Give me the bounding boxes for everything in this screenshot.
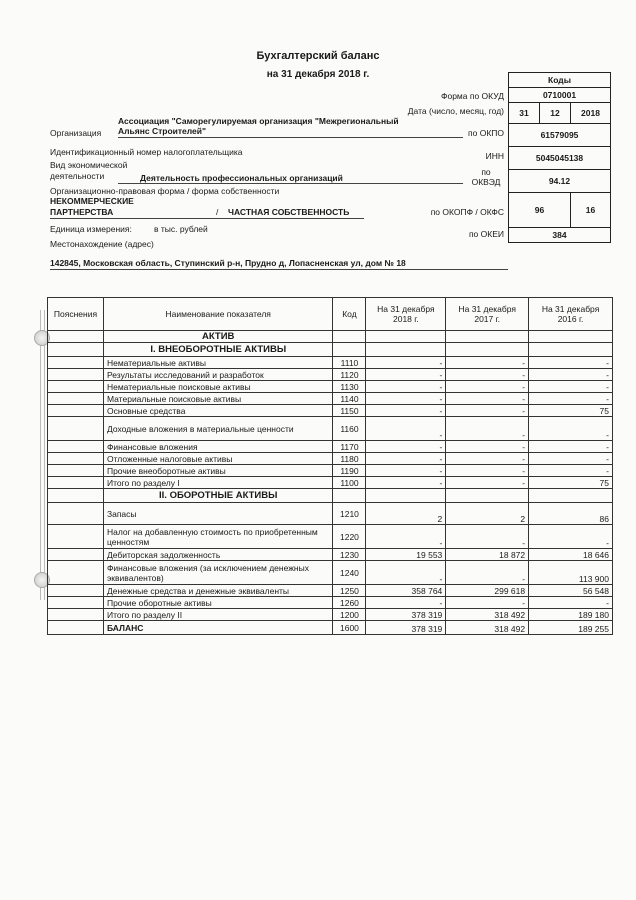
row-name: Запасы (103, 503, 333, 525)
notes-cell (48, 549, 104, 561)
col-2017-header: На 31 декабря 2017 г. (446, 298, 529, 331)
codes-table (508, 72, 611, 243)
value-2016 (529, 343, 613, 357)
table-row (48, 441, 613, 453)
okved-value: 94.12 (509, 170, 611, 193)
value-2016: - (529, 417, 613, 441)
ownership-value: ЧАСТНАЯ СОБСТВЕННОСТЬ (228, 207, 350, 217)
date-month: 12 (540, 103, 571, 124)
value-2016: 113 900 (529, 561, 613, 585)
org-name-line2: Альянс Строителей" (118, 126, 207, 136)
row-name: Финансовые вложения (за исключением денежных эквивалентов) (103, 561, 333, 585)
table-row (48, 381, 613, 393)
inn-value: 5045045138 (509, 147, 611, 170)
value-2018: 2 (366, 503, 446, 525)
date-day: 31 (509, 103, 540, 124)
table-header-row (48, 298, 613, 331)
notes-cell (48, 369, 104, 381)
value-2017 (446, 489, 529, 503)
okud-value: 0710001 (509, 88, 611, 103)
value-2017: 318 492 (446, 609, 529, 621)
legal-form-slash: / (216, 207, 219, 217)
value-2017: 318 492 (446, 621, 529, 635)
row-code: 1180 (333, 453, 366, 465)
value-2017 (446, 343, 529, 357)
value-2016: - (529, 369, 613, 381)
value-2016 (529, 489, 613, 503)
value-2017: 18 872 (446, 549, 529, 561)
row-code: 1160 (333, 417, 366, 441)
row-code: 1600 (333, 621, 366, 635)
taxid-label: Идентификационный номер налогоплательщика (50, 147, 243, 157)
value-2016: 75 (529, 405, 613, 417)
value-2017: - (446, 525, 529, 549)
table-row (48, 453, 613, 465)
row-code: 1120 (333, 369, 366, 381)
notes-cell (48, 503, 104, 525)
table-row (48, 417, 613, 441)
value-2018: - (366, 525, 446, 549)
value-2016: 18 646 (529, 549, 613, 561)
legal-form-underline (50, 218, 364, 219)
okei-label: по ОКЕИ (468, 229, 504, 239)
row-name: Нематериальные поисковые активы (103, 381, 333, 393)
date-year: 2018 (571, 103, 611, 124)
notes-cell (48, 331, 104, 343)
value-2018 (366, 489, 446, 503)
value-2018: - (366, 477, 446, 489)
okfs-value: 16 (571, 193, 611, 228)
row-name: Денежные средства и денежные эквиваленты (103, 585, 333, 597)
table-row (48, 503, 613, 525)
activity-value: Деятельность профессиональных организаций (140, 173, 343, 183)
value-2018: - (366, 393, 446, 405)
table-row (48, 465, 613, 477)
value-2018: 358 764 (366, 585, 446, 597)
notes-cell (48, 477, 104, 489)
row-code: 1190 (333, 465, 366, 477)
document-subtitle: на 31 декабря 2018 г. (266, 69, 370, 80)
binding-thread (40, 310, 41, 600)
value-2017: - (446, 405, 529, 417)
row-code: 1170 (333, 441, 366, 453)
date-label: Дата (число, месяц, год) (407, 106, 504, 116)
org-label: Организация (50, 128, 102, 138)
row-code: 1200 (333, 609, 366, 621)
row-name: Налог на добавленную стоимость по приобретенным ценностям (103, 525, 333, 549)
value-2018 (366, 331, 446, 343)
notes-cell (48, 405, 104, 417)
value-2016: 189 180 (529, 609, 613, 621)
binding-thread (44, 310, 45, 600)
org-underline (118, 137, 463, 138)
value-2016: 86 (529, 503, 613, 525)
row-name: Прочие оборотные активы (103, 597, 333, 609)
notes-cell (48, 393, 104, 405)
notes-cell (48, 357, 104, 369)
value-2017: - (446, 477, 529, 489)
value-2018: - (366, 453, 446, 465)
value-2018: - (366, 369, 446, 381)
value-2016: - (529, 453, 613, 465)
notes-cell (48, 561, 104, 585)
okud-label: Форма по ОКУД (441, 91, 504, 101)
legal-form-label: Организационно-правовая форма / форма собственности (50, 186, 280, 196)
table-row (48, 609, 613, 621)
value-2016 (529, 331, 613, 343)
section-row (48, 343, 613, 357)
table-row (48, 585, 613, 597)
value-2018: - (366, 405, 446, 417)
row-code: 1140 (333, 393, 366, 405)
value-2017: - (446, 561, 529, 585)
inn-label: ИНН (485, 151, 504, 161)
row-code: 1230 (333, 549, 366, 561)
value-2018: - (366, 417, 446, 441)
row-name: Материальные поисковые активы (103, 393, 333, 405)
value-2016: 56 548 (529, 585, 613, 597)
table-row (48, 621, 613, 635)
row-name: Доходные вложения в материальные ценности (103, 417, 333, 441)
legal-form-line1: НЕКОММЕРЧЕСКИЕ (50, 196, 134, 206)
row-code: 1110 (333, 357, 366, 369)
okei-value: 384 (509, 228, 611, 243)
row-code: 1260 (333, 597, 366, 609)
row-name: Дебиторская задолженность (103, 549, 333, 561)
table-row (48, 597, 613, 609)
value-2018: 19 553 (366, 549, 446, 561)
value-2016: - (529, 441, 613, 453)
row-code: 1100 (333, 477, 366, 489)
col-notes-header: Пояснения (48, 298, 104, 331)
assets-heading: АКТИВ (103, 331, 333, 343)
row-code: 1210 (333, 503, 366, 525)
value-2017: - (446, 441, 529, 453)
value-2017: - (446, 597, 529, 609)
value-2017 (446, 331, 529, 343)
okpo-value: 61579095 (509, 124, 611, 147)
section1-heading: I. ВНЕОБОРОТНЫЕ АКТИВЫ (103, 343, 333, 357)
okopf-value: 96 (509, 193, 571, 228)
value-2017: - (446, 369, 529, 381)
balance-table (47, 297, 613, 635)
value-2016: - (529, 357, 613, 369)
notes-cell (48, 417, 104, 441)
notes-cell (48, 453, 104, 465)
notes-cell (48, 441, 104, 453)
row-code: 1150 (333, 405, 366, 417)
document-title: Бухгалтерский баланс (256, 50, 380, 62)
value-2017: 299 618 (446, 585, 529, 597)
activity-label-2: деятельности (50, 171, 105, 181)
unit-label: Единица измерения: (50, 224, 132, 234)
notes-cell (48, 597, 104, 609)
row-name: Итого по разделу I (103, 477, 333, 489)
code-cell (333, 331, 366, 343)
value-2018 (366, 343, 446, 357)
value-2017: - (446, 357, 529, 369)
section-row (48, 489, 613, 503)
value-2017: - (446, 417, 529, 441)
value-2016: 189 255 (529, 621, 613, 635)
row-name: Результаты исследований и разработок (103, 369, 333, 381)
table-row (48, 525, 613, 549)
row-name: Отложенные налоговые активы (103, 453, 333, 465)
notes-cell (48, 609, 104, 621)
table-row (48, 405, 613, 417)
okopf-label: по ОКОПФ / ОКФС (430, 207, 504, 217)
activity-underline (118, 183, 463, 184)
value-2016: - (529, 465, 613, 477)
row-name: Прочие внеоборотные активы (103, 465, 333, 477)
okpo-label: по ОКПО (468, 128, 504, 138)
legal-form-line2: ПАРТНЕРСТВА (50, 207, 114, 217)
row-code: 1250 (333, 585, 366, 597)
table-row (48, 369, 613, 381)
location-label: Местонахождение (адрес) (50, 239, 154, 249)
table-row (48, 561, 613, 585)
value-2016: - (529, 381, 613, 393)
value-2018: - (366, 561, 446, 585)
notes-cell (48, 465, 104, 477)
address-value: 142845, Московская область, Ступинский р-н, Прудно д, Лопасненская ул, дом № 18 (50, 258, 406, 268)
table-row (48, 357, 613, 369)
org-name-line1: Ассоциация "Саморегулируемая организация "Межрегиональный (118, 116, 399, 126)
value-2018: - (366, 357, 446, 369)
value-2018: 378 319 (366, 609, 446, 621)
value-2017: - (446, 381, 529, 393)
row-name: Итого по разделу II (103, 609, 333, 621)
row-name: БАЛАНС (103, 621, 333, 635)
value-2018: - (366, 441, 446, 453)
value-2016: 75 (529, 477, 613, 489)
value-2018: 378 319 (366, 621, 446, 635)
value-2016: - (529, 597, 613, 609)
address-underline (50, 269, 508, 270)
value-2018: - (366, 597, 446, 609)
okved-label: по ОКВЭД (471, 167, 501, 187)
notes-cell (48, 381, 104, 393)
notes-cell (48, 489, 104, 503)
value-2017: - (446, 393, 529, 405)
col-name-header: Наименование показателя (103, 298, 333, 331)
activity-label-1: Вид экономической (50, 160, 128, 170)
col-2016-header: На 31 декабря 2016 г. (529, 298, 613, 331)
notes-cell (48, 585, 104, 597)
code-cell (333, 343, 366, 357)
row-name: Нематериальные активы (103, 357, 333, 369)
value-2016: - (529, 525, 613, 549)
row-code: 1130 (333, 381, 366, 393)
notes-cell (48, 525, 104, 549)
row-code: 1240 (333, 561, 366, 585)
value-2017: 2 (446, 503, 529, 525)
section2-heading: II. ОБОРОТНЫЕ АКТИВЫ (103, 489, 333, 503)
value-2018: - (366, 465, 446, 477)
col-2018-header: На 31 декабря 2018 г. (366, 298, 446, 331)
row-name: Финансовые вложения (103, 441, 333, 453)
value-2016: - (529, 393, 613, 405)
value-2017: - (446, 465, 529, 477)
row-name: Основные средства (103, 405, 333, 417)
notes-cell (48, 343, 104, 357)
table-row (48, 393, 613, 405)
codes-header: Коды (509, 73, 611, 88)
notes-cell (48, 621, 104, 635)
table-row (48, 549, 613, 561)
unit-value: в тыс. рублей (154, 224, 208, 234)
col-code-header: Код (333, 298, 366, 331)
row-code: 1220 (333, 525, 366, 549)
code-cell (333, 489, 366, 503)
value-2017: - (446, 453, 529, 465)
table-row (48, 477, 613, 489)
value-2018: - (366, 381, 446, 393)
section-row (48, 331, 613, 343)
